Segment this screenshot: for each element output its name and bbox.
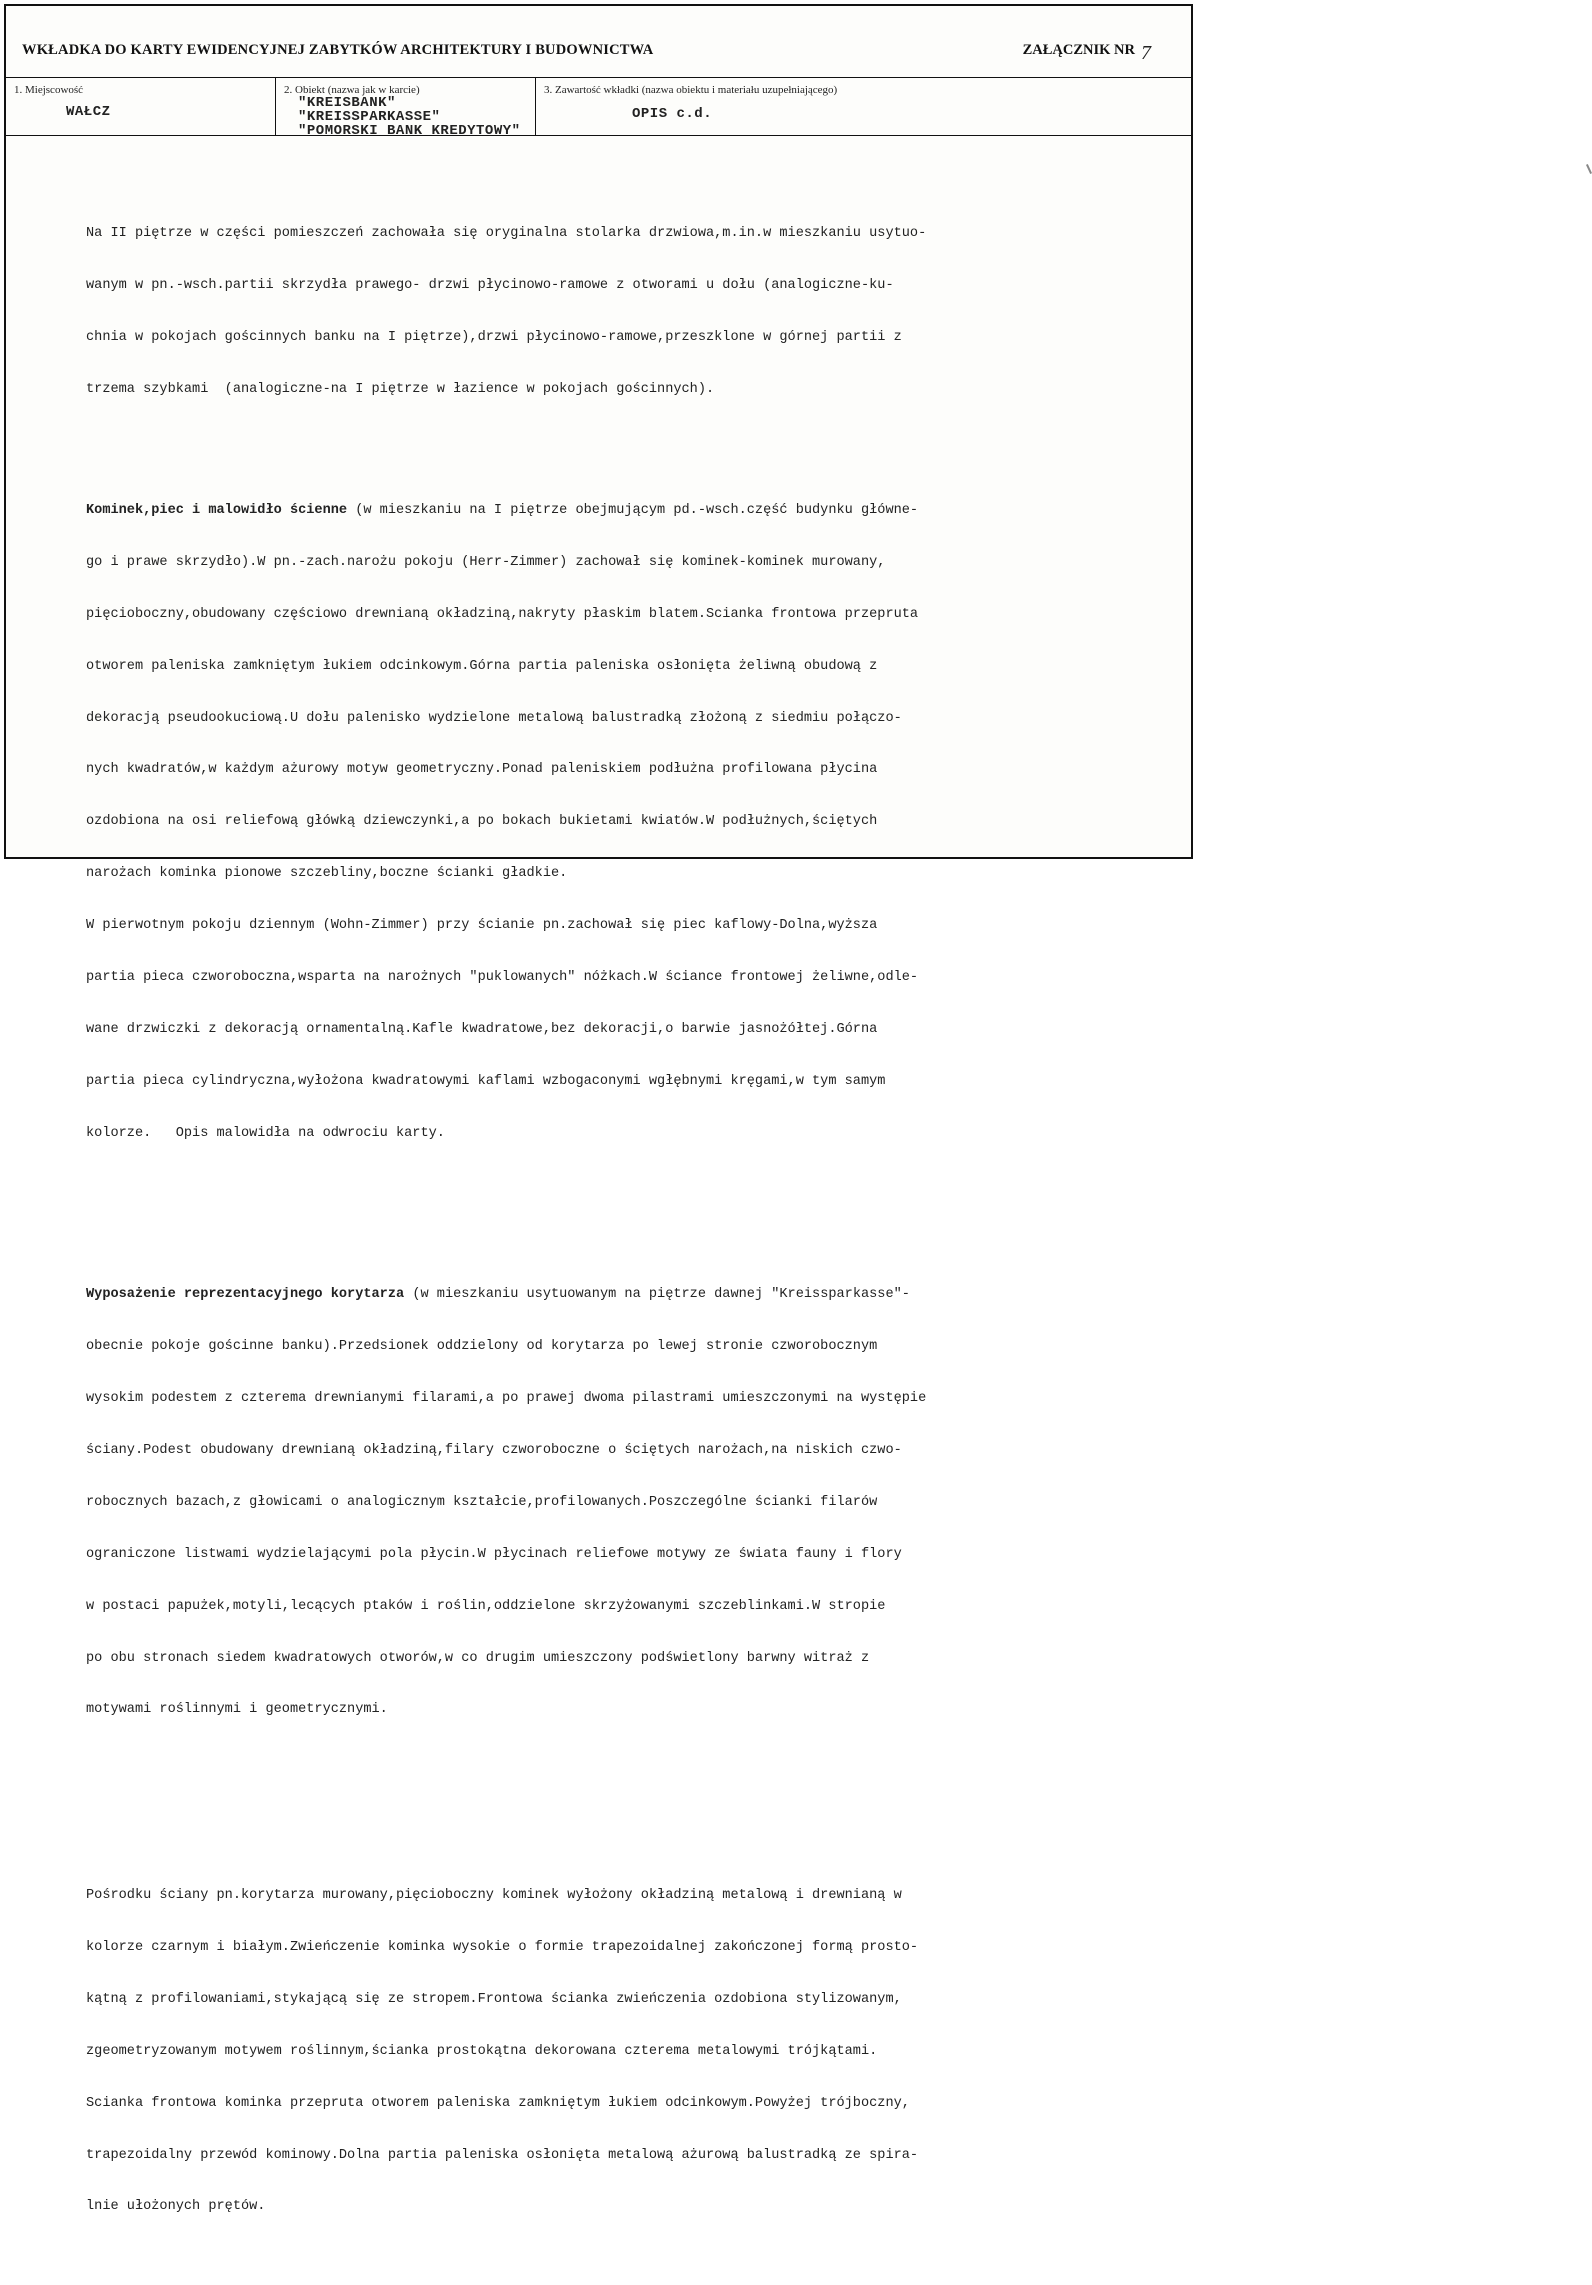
text-line: partia pieca czworoboczna,wsparta na narożnych "puklowanych" nóżkach.W ściance frontowej żeliwne,odle- [86,969,919,985]
text-line: robocznych bazach,z głowicami o analogicznym kształcie,profilowanych.Poszczególne ścianki filarów [86,1494,878,1510]
attachment-label: ZAŁĄCZNIK NR [1022,42,1135,58]
content-label: 3. Zawartość wkładki (nazwa obiektu i materiału uzupełniającego) [544,84,838,96]
card-title: WKŁADKA DO KARTY EWIDENCYJNEJ ZABYTKÓW ARCHITEKTURY I BUDOWNICTWA [22,42,654,58]
text-line: obecnie pokoje gościnne banku).Przedsionek oddzielony od korytarza po lewej stronie czworobocznym [86,1339,878,1355]
text-line [86,1286,1146,1303]
locality-value: WAŁCZ [66,104,111,120]
text-line: dekoracją pseudookuciową.U dołu palenisko wydzielone metalową balustradką złożoną z siedmiu połączo- [86,710,902,726]
description-body [86,156,1146,2285]
text-line: pięcioboczny,obudowany częściowo drewnianą okładziną,nakryty płaskim blatem.Scianka frontowa przepruta [86,606,919,622]
text-line: motywami roślinnymi i geometrycznymi. [86,1702,388,1718]
text-line: partia pieca cylindryczna,wyłożona kwadratowymi kaflami wzbogaconymi wgłębnymi kręgami,w tym samym [86,1073,886,1089]
paragraph-doors [86,191,1146,433]
paragraph-corridor [86,1252,1146,1754]
text-line: Na II piętrze w części pomieszczeń zachowała się oryginalna stolarka drzwiowa,m.in.w mieszkaniu usytuo- [86,226,927,242]
text-line: lnie ułożonych prętów. [86,2199,266,2215]
text-line: kątną z profilowaniami,stykającą się ze stropem.Frontowa ścianka zwieńczenia ozdobiona stylizowanym, [86,1991,902,2007]
text-line: po obu stronach siedem kwadratowych otworów,w co drugim umieszczony podświetlony barwny witraż z [86,1650,870,1666]
object-values [298,96,521,138]
text-line: trzema szybkami (analogiczne-na I piętrze w łazience w pokojach gościnnych). [86,381,715,397]
text-line: trapezoidalny przewód kominowy.Dolna partia paleniska osłonięta metalową ażurową balustradką ze spira- [86,2147,919,2163]
text-line: kolorze czarnym i białym.Zwieńczenie kominka wysokie o formie trapezoidalnej zakończonej formą prosto- [86,1939,919,1955]
text-line: go i prawe skrzydło).W pn.-zach.narożu pokoju (Herr-Zimmer) zachował się kominek-kominek murowany, [86,554,886,570]
text-line: zgeometryzowanym motywem roślinnym,ścianka prostokątna dekorowana czterema metalowymi trójkątami. [86,2043,878,2059]
text-line: otworem paleniska zamkniętym łukiem odcinkowym.Górna partia paleniska osłonięta żeliwną obudową z [86,658,878,674]
spacer [86,1788,1146,1818]
text-line: narożach kominka pionowe szczebliny,boczne ścianki gładkie. [86,866,568,882]
attachment-number: 7 [1141,42,1151,64]
object-value-1: "KREISBANK" [298,95,396,111]
text-line: Pośrodku ściany pn.korytarza murowany,pięcioboczny kominek wyłożony okładziną metalową i drewnianą w [86,1888,902,1904]
content-value: OPIS c.d. [632,106,713,122]
section-heading-fireplace: Kominek,piec i malowidło ścienne [86,502,348,518]
text-line: kolorze. Opis malowidła na odwrociu karty. [86,1125,445,1141]
fields-row [6,78,1191,139]
text-line: wane drzwiczki z dekoracją ornamentalną.Kafle kwadratowe,bez dekoracji,o barwie jasnożółtej.Górna [86,1021,878,1037]
object-label: 2. Obiekt (nazwa jak w karcie) [284,84,420,96]
card-header [6,6,1191,78]
text-line [86,502,1146,519]
text-line: ograniczone listwami wydzielającymi pola płycin.W płycinach reliefowe motywy ze świata fauny i flory [86,1546,902,1562]
spacer [86,1211,1146,1217]
text-line: W pierwotnym pokoju dziennym (Wohn-Zimmer) przy ścianie pn.zachował się piec kaflowy-Dolna,wyższa [86,918,878,934]
pen-mark [1586,164,1592,174]
text-line: ściany.Podest obudowany drewnianą okładziną,filary czworoboczne o ściętych narożach,na niskich czwo- [86,1442,902,1458]
text-line: chnia w pokojach gościnnych banku na I piętrze),drzwi płycinowo-ramowe,przeszklone w górnej partii z [86,329,902,345]
text-line: nych kwadratów,w każdym ażurowy motyw geometryczny.Ponad paleniskiem podłużna profilowana płycina [86,762,878,778]
text-run: (w mieszkaniu usytuowanym na piętrze dawnej "Kreissparkasse"- [404,1287,910,1303]
object-field [276,78,536,139]
text-line: ozdobiona na osi reliefową główką dziewczynki,a po bokach bukietami kwiatów.W podłużnych,ściętych [86,814,878,830]
inventory-card-insert [4,4,1193,2215]
object-value-2: "KREISSPARKASSE" [298,109,441,125]
text-line: w postaci papużek,motyli,lecących ptaków i roślin,oddzielone skrzyżowanymi szczeblinkami.W stropie [86,1598,886,1614]
paragraph-fireplace-stove [86,467,1146,1176]
paragraph-corridor-fireplace [86,1853,1146,2251]
locality-label: 1. Miejscowość [14,84,84,96]
text-line: wysokim podestem z czterema drewnianymi filarami,a po prawej dwoma pilastrami umieszczonymi na występie [86,1391,927,1407]
text-run: (w mieszkaniu na I piętrze obejmującym pd.-wsch.część budynku główne- [347,502,919,518]
text-line: wanym w pn.-wsch.partii skrzydła prawego- drzwi płycinowo-ramowe z otworami u dołu (analogiczne-ku- [86,278,894,294]
content-field [536,78,1191,135]
locality-field [6,78,276,135]
section-heading-corridor: Wyposażenie reprezentacyjnego korytarza [86,1287,405,1303]
text-line: Scianka frontowa kominka przepruta otworem paleniska zamkniętym łukiem odcinkowym.Powyżej trójboczny, [86,2095,910,2111]
object-value-3: "POMORSKI BANK KREDYTOWY" [298,123,521,139]
